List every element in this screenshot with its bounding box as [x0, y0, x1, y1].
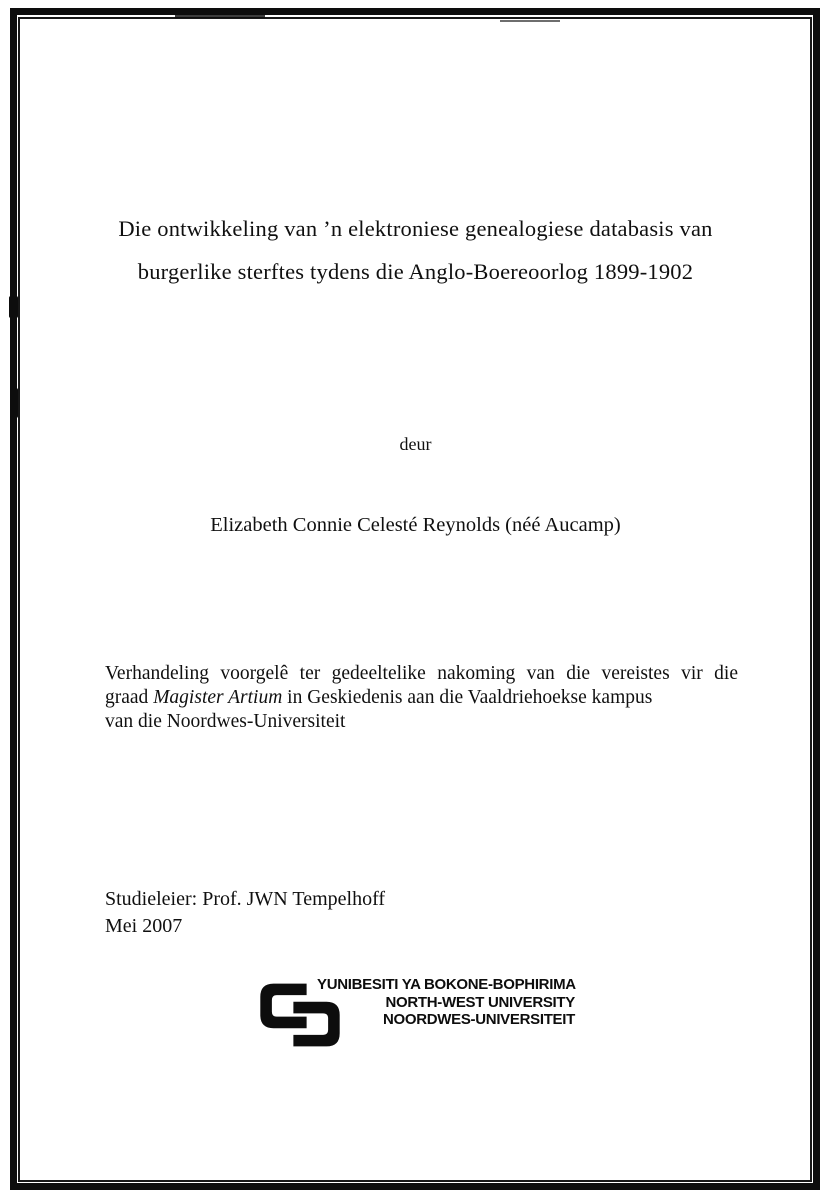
- scan-smudge: [175, 14, 265, 18]
- scan-smudge: [500, 20, 560, 22]
- thesis-title: [85, 208, 746, 293]
- degree-statement-line3: van die Noordwes-Universiteit: [105, 710, 346, 732]
- thesis-title-line1: Die ontwikkeling van ’n elektroniese genealogiese databasis van: [118, 216, 713, 241]
- degree-statement: [105, 662, 738, 733]
- supervisor-block: [105, 886, 605, 939]
- author-name: Elizabeth Connie Celesté Reynolds (néé Aucamp): [210, 514, 621, 536]
- degree-statement-line1: Verhandeling voorgelê ter gedeeltelike nakoming van die vereistes vir die: [105, 663, 738, 684]
- degree-name-italic: Magister Artium: [153, 686, 283, 708]
- university-logo-text: [317, 976, 575, 1029]
- degree-statement-line2: [105, 686, 738, 710]
- degree-statement-line2-pre: graad: [105, 686, 154, 708]
- byline-deur: deur: [399, 434, 432, 454]
- date-line: Mei 2007: [105, 914, 183, 937]
- logo-text-english: NORTH-WEST UNIVERSITY: [385, 993, 575, 1011]
- thesis-title-line2: burgerlike sterftes tydens die Anglo-Boereoorlog 1899-1902: [137, 258, 694, 284]
- university-logo: [257, 975, 587, 1057]
- logo-text-setswana: YUNIBESITI YA BOKONE-BOPHIRIMA: [317, 976, 576, 993]
- degree-statement-line2-post: in Geskiedenis aan die Vaaldriehoekse kampus: [282, 686, 653, 708]
- scan-smudge: [9, 296, 18, 318]
- logo-text-afrikaans: NOORDWES-UNIVERSITEIT: [382, 1011, 575, 1028]
- scan-smudge: [10, 388, 18, 418]
- supervisor-line: Studieleier: Prof. JWN Tempelhoff: [105, 888, 386, 910]
